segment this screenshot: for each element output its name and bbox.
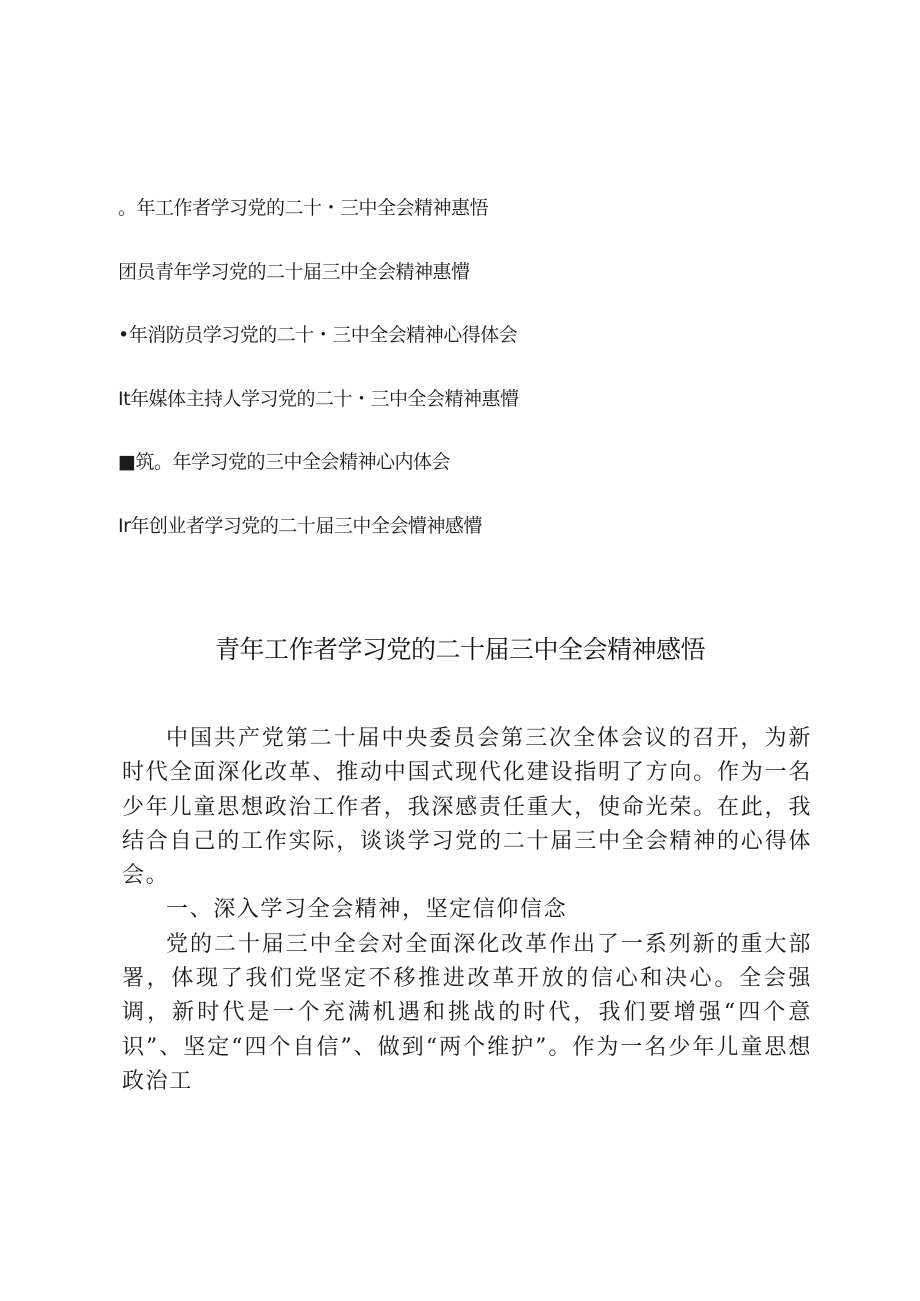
toc-item[interactable]: 团员青年学习党的二十届三中全会精神惠懵	[118, 260, 470, 283]
section-heading: 一、深入学习全会精神，坚定信仰信念	[166, 897, 568, 923]
toc-item[interactable]: Ir年创业者学习党的二十届三中全会懵神感懵	[118, 514, 482, 537]
toc-item[interactable]: •年消防员学习党的二十・三中全会精神心得体会	[118, 324, 518, 346]
table-of-contents	[118, 195, 818, 576]
toc-item[interactable]: ■筑。年学习党的三中全会精神心内体会	[118, 451, 450, 473]
toc-item[interactable]: It年媒体主持人学习党的二十・三中全会精神惠懵	[118, 387, 519, 410]
article-title: 青年工作者学习党的二十届三中全会精神感悟	[214, 635, 705, 664]
article-paragraph: 中国共产党第二十届中央委员会第三次全体会议的召开，为新时代全面深化改革、推动中国式现代化建设指明了方向。作为一名少年儿童思想政治工作者，我深感责任重大，使命光荣。在此，我结合自己的工作实际，谈谈学习党的二十届三中全会精神的心得体会。	[122, 726, 812, 889]
toc-item[interactable]: 。年工作者学习党的二十・三中全会精神惠悟	[118, 197, 489, 219]
article-body	[122, 722, 812, 1099]
article-paragraph: 党的二十届三中全会对全面深化改革作出了一系列新的重大部署，体现了我们党坚定不移推进改革开放的信心和决心。全会强调，新时代是一个充满机遇和挑战的时代，我们要增强“四个意识”、坚定“四个自信”、做到“两个维护”。作为一名少年儿童思想政治工	[122, 931, 812, 1094]
